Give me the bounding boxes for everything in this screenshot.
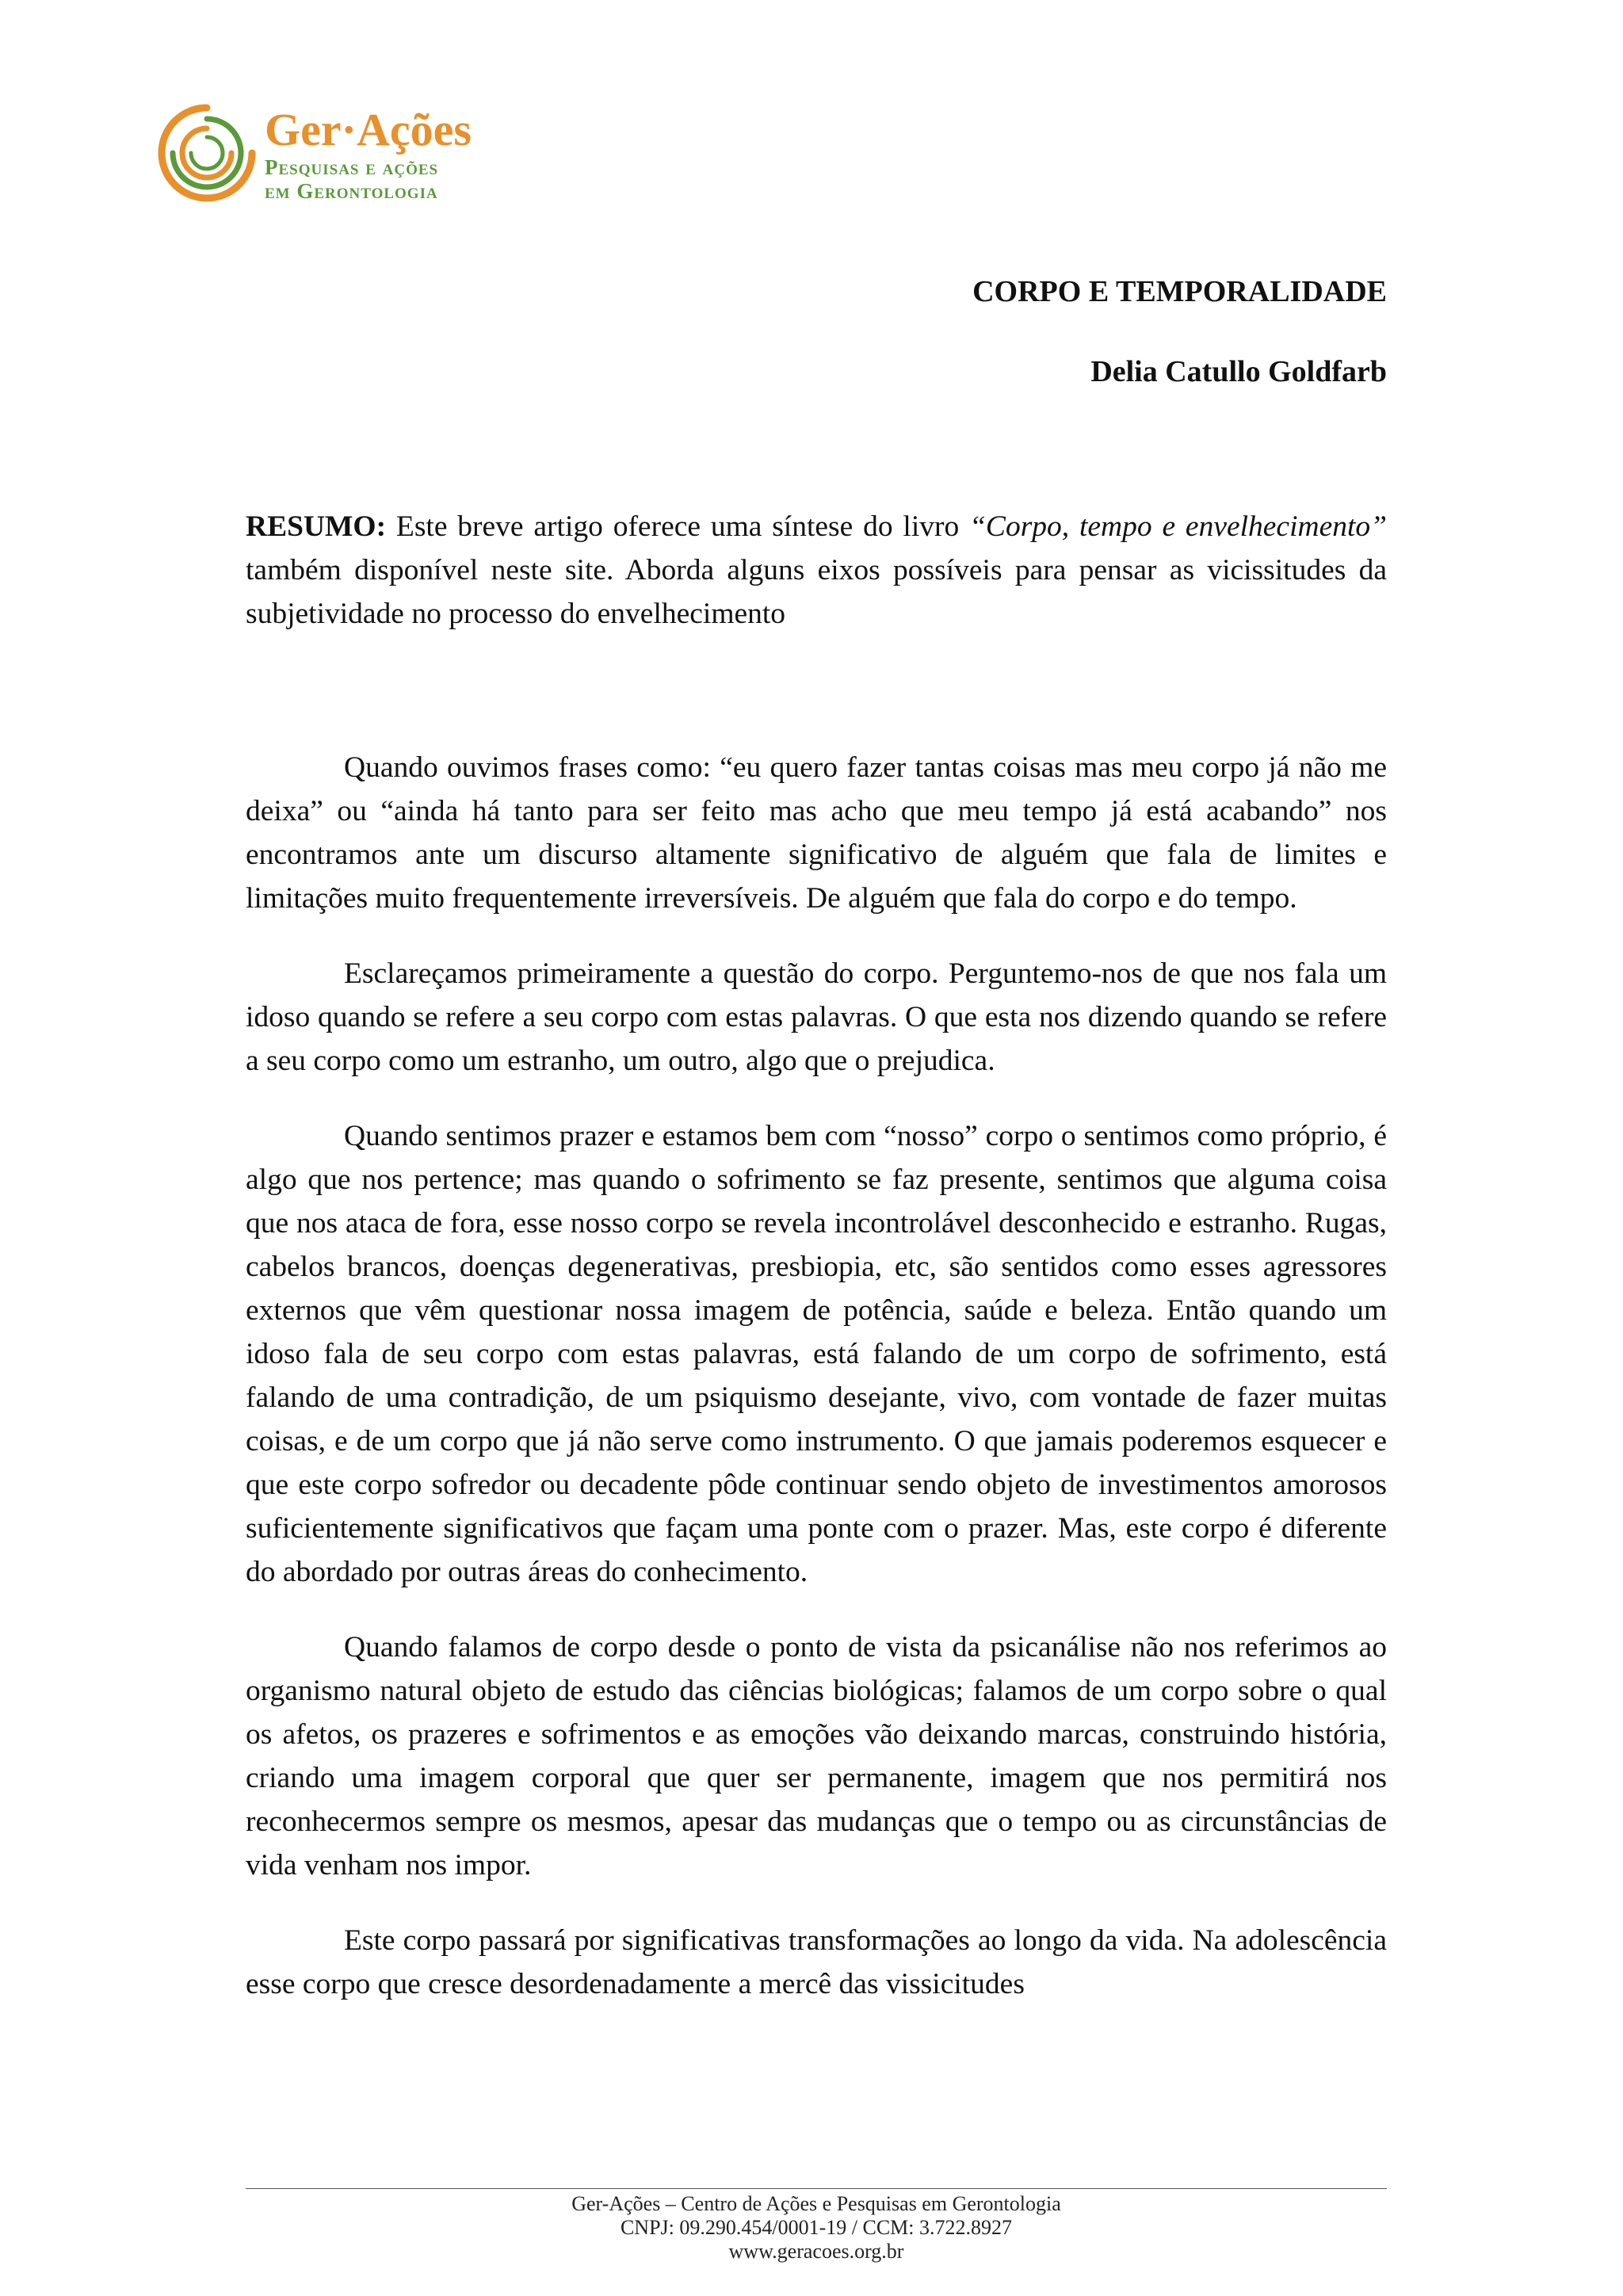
logo-name: Ger·Ações <box>265 104 472 155</box>
ger-acoes-logo <box>155 101 520 204</box>
article-body <box>246 746 1387 2038</box>
logo-tagline-2: em Gerontologia <box>265 179 438 203</box>
body-paragraph-3: Quando sentimos prazer e estamos bem com “nosso” corpo o sentimos como próprio, é algo que nos pertence; mas quando o sofrimento se faz presente, sentimos que alguma coisa que nos ataca de fora, esse nosso corpo se revela incontrolável desconhecido e estranho. Rugas, cabelos brancos, doenças degenerativas, presbiopia, etc, são sentidos como esses agressores externos que vêm questionar nossa imagem de potência, saúde e beleza. Então quando um idoso fala de seu corpo com estas palavras, está falando de um corpo de sofrimento, está falando de uma contradição, de um psiquismo desejante, vivo, com vontade de fazer muitas coisas, e de um corpo que já não serve como instrumento. O que jamais poderemos esquecer e que este corpo sofredor ou decadente pôde continuar sendo objeto de investimentos amorosos suficientemente significativos que façam uma ponte com o prazer. Mas, este corpo é diferente do abordado por outras áreas do conhecimento. <box>246 1120 1387 1588</box>
footer-divider <box>246 2188 1387 2189</box>
footer-website: www.geracoes.org.br <box>728 2240 904 2263</box>
body-paragraph-1: Quando ouvimos frases como: “eu quero fazer tantas coisas mas meu corpo já não me deixa” ou “ainda há tanto para ser feito mas acho que meu tempo já está acabando” nos encontramos ante um discurso altamente significativo de alguém que fala de limites e limitações muito frequentemente irreversíveis. De alguém que fala do corpo e do tempo. <box>246 751 1387 915</box>
page-footer <box>246 2192 1387 2264</box>
logo-tagline-1: Pesquisas e ações <box>265 155 439 179</box>
abstract-label: RESUMO: <box>246 510 387 543</box>
abstract-text-2: também disponível neste site. Aborda alguns eixos possíveis para pensar as vicissitudes da subjetividade no processo do envelhecimento <box>246 554 1387 630</box>
body-paragraph-4: Quando falamos de corpo desde o ponto de vista da psicanálise não nos referimos ao organismo natural objeto de estudo das ciências biológicas; falamos de um corpo sobre o qual os afetos, os prazeres e sofrimentos e as emoções vão deixando marcas, construindo história, criando uma imagem corporal que quer ser permanente, imagem que nos permitirá nos reconhecermos sempre os mesmos, apesar das mudanças que o tempo ou as circunstâncias de vida venham nos impor. <box>246 1631 1387 1881</box>
footer-org-name: Ger-Ações – Centro de Ações e Pesquisas em Gerontologia <box>571 2192 1061 2215</box>
abstract-text-1: Este breve artigo oferece uma síntese do livro <box>386 510 970 543</box>
document-author: Delia Catullo Goldfarb <box>1090 355 1387 388</box>
body-paragraph-5: Este corpo passará por significativas transformações ao longo da vida. Na adolescência esse corpo que cresce desordenadamente a mercê das vissicitudes <box>246 1924 1387 2000</box>
concentric-rings-icon <box>155 101 258 204</box>
body-paragraph-2: Esclareçamos primeiramente a questão do corpo. Perguntemo-nos de que nos fala um idoso quando se refere a seu corpo com estas palavras. O que esta nos dizendo quando se refere a seu corpo como um estranho, um outro, algo que o prejudica. <box>246 957 1387 1077</box>
footer-registration: CNPJ: 09.290.454/0001-19 / CCM: 3.722.8927 <box>620 2216 1013 2239</box>
document-title: CORPO E TEMPORALIDADE <box>972 275 1387 308</box>
abstract-book-title: “Corpo, tempo e envelhecimento” <box>969 510 1387 543</box>
logo-text <box>265 105 472 203</box>
abstract <box>246 505 1387 667</box>
abstract-paragraph <box>246 505 1387 636</box>
